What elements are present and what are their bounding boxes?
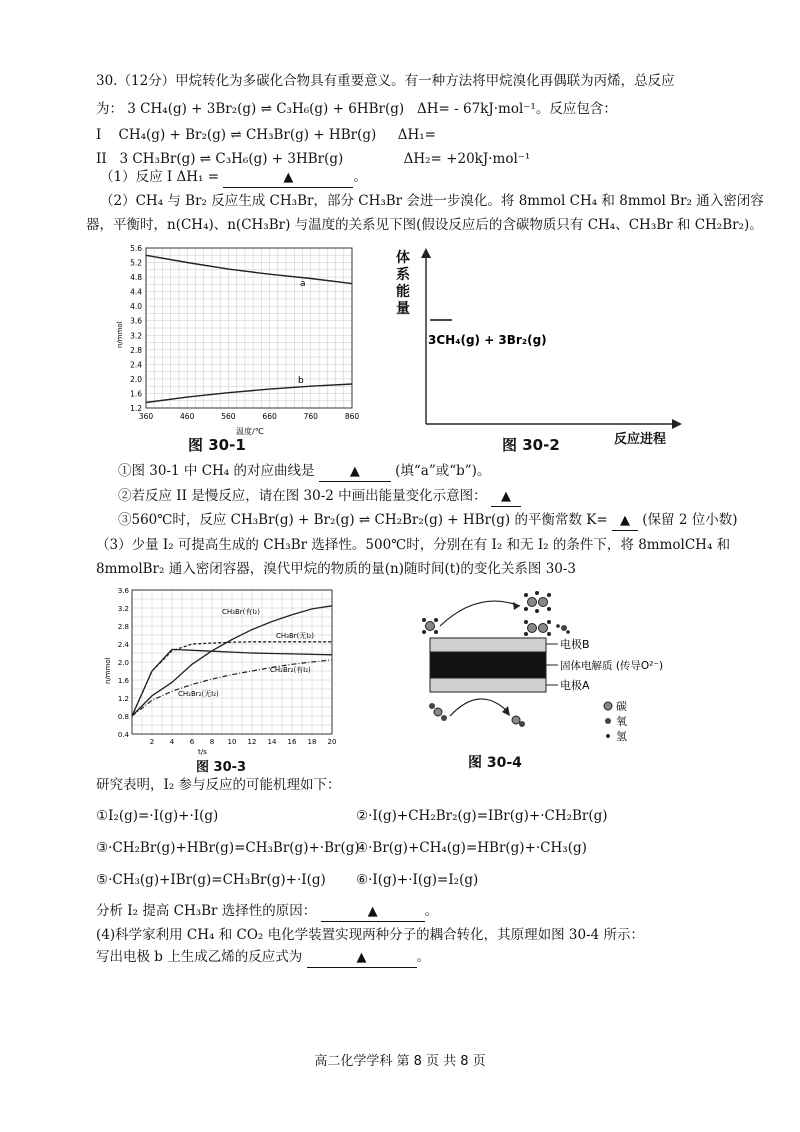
- methane-molecule-icon: [422, 618, 438, 634]
- x-axis-arrow-icon: [672, 419, 682, 429]
- figure-30-3-caption: 图 30-3: [196, 760, 247, 775]
- x-tick-label: 18: [307, 738, 317, 746]
- electrode-a: [430, 678, 546, 692]
- reaction-1-label: I: [96, 127, 102, 143]
- x-tick-label: 12: [247, 738, 257, 746]
- figure-30-1-caption: 图 30-1: [188, 436, 246, 454]
- answer-blank-3[interactable]: ▲: [321, 902, 425, 922]
- answer-blank-2-3[interactable]: ▲: [612, 511, 638, 531]
- figure-30-2-diagram: [386, 244, 690, 454]
- overall-left: 3 CH₄(g) + 3Br₂(g): [127, 101, 257, 117]
- y-tick-label: 4.8: [130, 273, 142, 283]
- mechanism-step-3: ③·CH₂Br(g)+HBr(g)=CH₃Br(g)+·Br(g): [96, 840, 360, 856]
- overall-reaction: [96, 100, 617, 118]
- x-tick-label: 660: [262, 412, 277, 421]
- reaction-2-dh: ΔH₂= +20kJ·mol⁻¹: [403, 151, 531, 167]
- y-tick-label: 1.6: [130, 389, 142, 399]
- figure-30-4-device: [410, 586, 664, 746]
- overall-prefix: 为：: [96, 101, 123, 117]
- curve-a: [146, 255, 352, 283]
- overall-tail: 。反应包含：: [535, 101, 617, 117]
- y-tick-label: 3.2: [117, 605, 129, 613]
- figure-30-2-caption: 图 30-2: [502, 436, 560, 454]
- reaction-arrow-top: [440, 601, 520, 626]
- legend-oxygen: 氧: [616, 715, 627, 728]
- reaction-1-dh: ΔH₁=: [397, 127, 436, 143]
- part-2-line-1: （2）CH₄ 与 Br₂ 反应生成 CH₃Br，部分 CH₃Br 会进一步溴化。将 8mmol CH₄ 和 8mmol Br₂ 通入密闭容: [100, 193, 764, 209]
- electrode-b-label: 电极B: [560, 638, 590, 651]
- question-header: [96, 72, 675, 90]
- carbon-legend-icon: [604, 702, 612, 710]
- mechanism-step-4: ④·Br(g)+CH₄(g)=HBr(g)+·CH₃(g): [356, 840, 587, 856]
- y-tick-label: 5.6: [130, 244, 142, 253]
- equilibrium-arrow-icon: ⇌: [260, 101, 272, 117]
- x-tick-label: 6: [189, 738, 195, 746]
- y-axis-label: n/mmol: [116, 321, 124, 348]
- question-2-3: ③560℃时，反应 CH₃Br(g) + Br₂(g) ⇌ CH₂Br₂(g) + HBr(g) 的平衡常数 K= ▲ (保留 2 位小数): [118, 511, 737, 531]
- initial-state-label: 3CH₄(g) + 3Br₂(g): [428, 333, 547, 347]
- electrode-b: [430, 638, 546, 652]
- x-tick-label: 20: [327, 738, 337, 746]
- reaction-2: [96, 150, 530, 168]
- ethane-molecule-icon: [524, 591, 551, 613]
- reaction-1-left: CH₄(g) + Br₂(g): [118, 127, 227, 143]
- y-tick-labels: [130, 244, 142, 413]
- y-tick-label: 1.6: [117, 677, 129, 685]
- y-tick-label: 1.2: [117, 695, 129, 703]
- y-tick-labels: [118, 587, 130, 739]
- part-4-line-2: 写出电极 b 上生成乙烯的反应式为 ▲ 。: [96, 948, 430, 968]
- mechanism-step-2: ②·I(g)+CH₂Br₂(g)=IBr(g)+·CH₂Br(g): [356, 808, 608, 824]
- mechanism-step-5: ⑤·CH₃(g)+IBr(g)=CH₃Br(g)+·I(g): [96, 872, 326, 888]
- x-tick-label: 16: [287, 738, 297, 746]
- y-tick-label: 2.0: [130, 374, 142, 384]
- curve-label-ch3br-with-i2: CH₃Br(有I₂): [222, 608, 260, 616]
- mechanism-intro: 研究表明，I₂ 参与反应的可能机理如下：: [96, 777, 341, 793]
- reaction-arrow-bottom: [450, 699, 508, 716]
- figure-30-2-y-label: 体系能量: [396, 250, 410, 317]
- x-axis-label: 温度/℃: [236, 427, 264, 436]
- figure-30-2-x-label: 反应进程: [614, 432, 667, 447]
- analysis-question: 分析 I₂ 提高 CH₃Br 选择性的原因： ▲ 。: [96, 902, 438, 922]
- y-tick-label: 3.6: [130, 316, 142, 326]
- reaction-1-right: CH₃Br(g) + HBr(g): [245, 127, 377, 143]
- part-4-line-1: (4)科学家利用 CH₄ 和 CO₂ 电化学装置实现两种分子的耦合转化，其原理如图 30-4 所示：: [96, 927, 645, 943]
- y-tick-label: 1.2: [130, 404, 142, 413]
- reaction-1: [96, 126, 436, 144]
- question-number: 30.: [96, 73, 118, 89]
- part-1-text: （1）反应 I ΔH₁ =: [100, 169, 220, 185]
- x-tick-label: 10: [227, 738, 237, 746]
- mechanism-step-1: ①I₂(g)=·I(g)+·I(g): [96, 808, 219, 824]
- electrode-a-label: 电极A: [560, 679, 590, 692]
- figure-30-1-chart: [108, 240, 378, 458]
- answer-blank-2-1[interactable]: ▲: [319, 462, 391, 482]
- x-tick-label: 460: [180, 412, 195, 421]
- figure-30-4-caption: 图 30-4: [468, 755, 522, 771]
- equilibrium-arrow-icon: ⇌: [199, 151, 212, 167]
- x-tick-label: 14: [267, 738, 277, 746]
- question-2-1: ①图 30-1 中 CH₄ 的对应曲线是 ▲ (填“a”或“b”)。: [118, 462, 490, 482]
- reaction-2-left: 3 CH₃Br(g): [119, 151, 196, 167]
- hydrogen-legend-icon: [606, 734, 610, 738]
- x-tick-label: 4: [169, 738, 175, 746]
- question-intro: 甲烷转化为多碳化合物具有重要意义。有一种方法将甲烷溴化再偶联为丙烯，总反应: [175, 73, 675, 89]
- curve-label-ch3br-without-i2: CH₃Br(无I₂): [276, 632, 314, 640]
- equilibrium-arrow-icon: ⇌: [358, 512, 371, 528]
- y-tick-label: 4.0: [130, 302, 142, 312]
- x-tick-label: 860: [344, 412, 360, 421]
- electrolyte-label: 固体电解质 (传导O²⁻): [560, 660, 664, 672]
- x-tick-labels: [150, 738, 337, 746]
- y-tick-label: 2.4: [130, 360, 142, 370]
- question-points: （12分）: [117, 73, 176, 89]
- overall-right: C₃H₆(g) + 6HBr(g): [276, 101, 405, 117]
- carbon-monoxide-molecule-icon: [512, 716, 525, 727]
- x-tick-label: 8: [209, 738, 215, 746]
- x-tick-label: 2: [149, 738, 155, 746]
- y-tick-label: 3.2: [130, 331, 142, 341]
- reaction-2-label: II: [96, 151, 107, 167]
- ethylene-molecule-icon: [524, 620, 551, 636]
- x-tick-label: 360: [138, 412, 154, 421]
- y-tick-label: 0.4: [117, 731, 129, 739]
- legend-hydrogen: 氢: [616, 730, 627, 743]
- y-tick-label: 2.4: [117, 641, 129, 649]
- part-3-line-2: 8mmolBr₂ 通入密闭容器，溴代甲烷的物质的量(n)随时间(t)的变化关系图 30-3: [96, 561, 577, 577]
- curve-a-label: a: [300, 279, 306, 289]
- x-tick-label: 760: [303, 412, 318, 421]
- y-tick-label: 5.2: [130, 258, 142, 268]
- y-tick-label: 4.4: [130, 287, 142, 297]
- y-tick-label: 3.6: [117, 587, 129, 595]
- curve-label-ch2br2-with-i2: CH₂Br₂(有I₂): [270, 666, 311, 674]
- water-molecule-icon: [556, 624, 570, 634]
- y-axis-label: n/mmol: [104, 657, 112, 684]
- y-axis-arrow-icon: [421, 248, 431, 258]
- answer-blank-1[interactable]: ▲: [223, 168, 353, 188]
- carbon-dioxide-molecule-icon: [429, 703, 447, 721]
- reaction-2-right: C₃H₆(g) + 3HBr(g): [215, 151, 344, 167]
- y-tick-label: 0.8: [117, 713, 129, 721]
- x-tick-labels: [139, 412, 360, 421]
- arrow-head-icon: [513, 602, 520, 610]
- y-tick-label: 2.0: [117, 659, 129, 667]
- curve-label-ch2br2-without-i2: CH₂Br₂(无I₂): [178, 690, 219, 698]
- figure-30-3-chart: [100, 584, 344, 756]
- y-tick-label: 2.8: [130, 345, 142, 355]
- part-3-line-1: （3）少量 I₂ 可提高生成的 CH₃Br 选择性。500℃时，分别在有 I₂ 和无 I₂ 的条件下，将 8mmolCH₄ 和: [96, 537, 731, 553]
- legend-carbon: 碳: [616, 700, 627, 713]
- solid-electrolyte: [430, 652, 546, 678]
- x-tick-label: 560: [221, 412, 236, 421]
- oxygen-legend-icon: [605, 718, 611, 724]
- page-footer: 高二化学学科 第 8 页 共 8 页: [314, 1054, 486, 1069]
- overall-dh: ΔH= - 67kJ·mol⁻¹: [417, 101, 536, 117]
- mechanism-step-6: ⑥·I(g)+·I(g)=I₂(g): [356, 872, 479, 888]
- curve-b-label: b: [298, 376, 304, 386]
- answer-blank-4[interactable]: ▲: [307, 948, 417, 968]
- part-2-line-2: 器，平衡时，n(CH₄)、n(CH₃Br) 与温度的关系见下图(假设反应后的含碳物质只有 CH₄、CH₃Br 和 CH₂Br₂)。: [86, 217, 763, 233]
- y-tick-label: 2.8: [117, 623, 129, 631]
- answer-blank-2-2[interactable]: ▲: [491, 487, 521, 507]
- part-1: （1）反应 I ΔH₁ = ▲ 。: [100, 168, 367, 188]
- x-axis-label: t/s: [198, 748, 207, 756]
- equilibrium-arrow-icon: ⇌: [230, 127, 242, 143]
- question-2-2: ②若反应 II 是慢反应，请在图 30-2 中画出能量变化示意图： ▲: [118, 487, 521, 507]
